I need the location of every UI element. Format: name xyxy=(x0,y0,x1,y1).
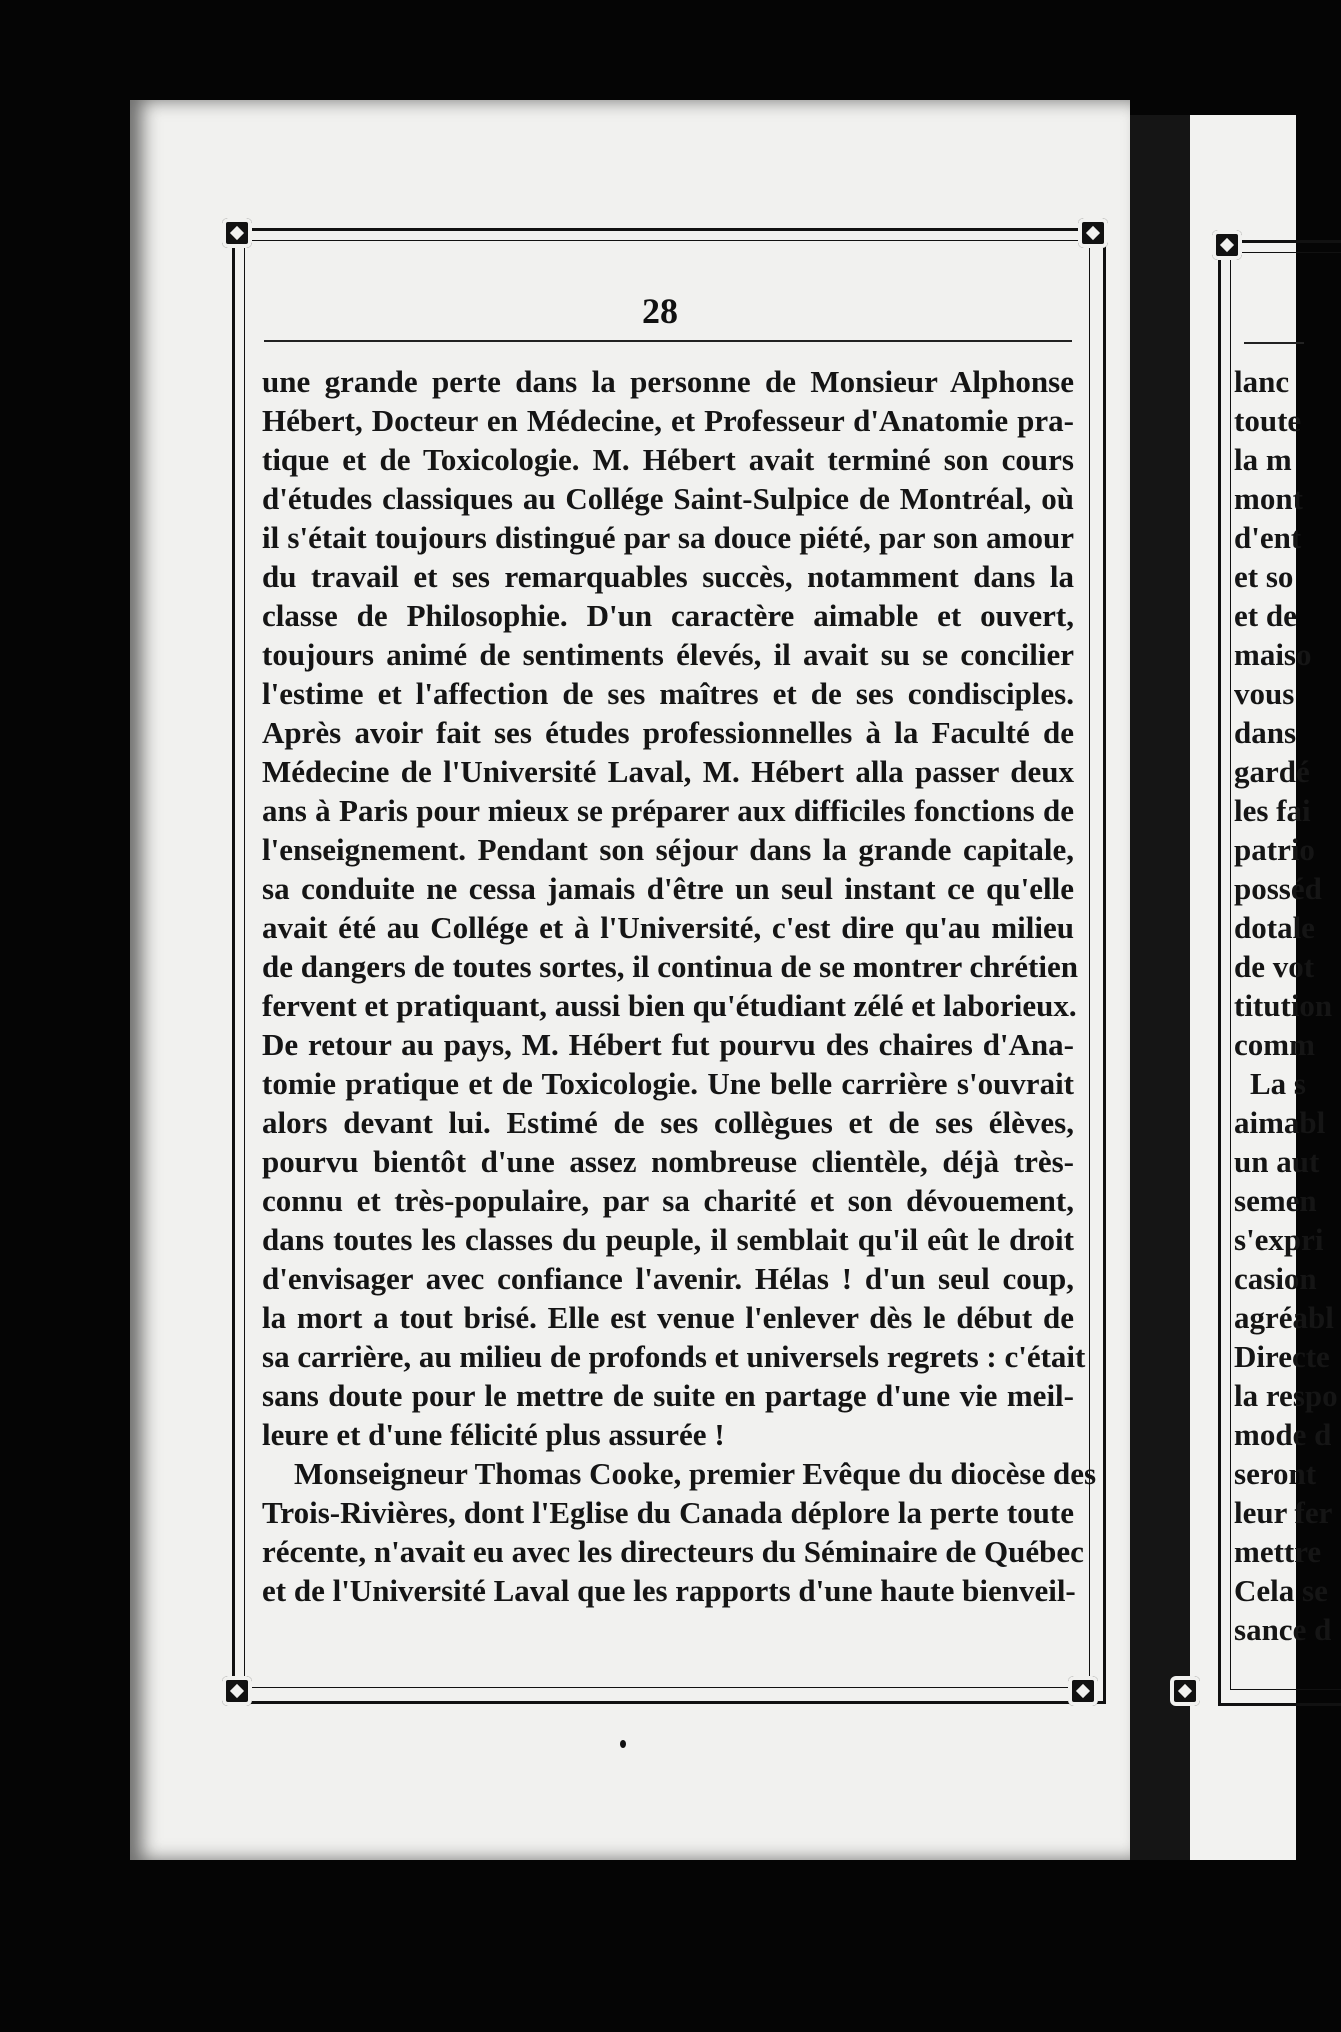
text-line: du travail et ses remarquables succès, notamment dans la xyxy=(262,559,1074,594)
text-line: Médecine de l'Université Laval, M. Hébert alla passer deux xyxy=(262,754,1074,789)
text-line: alors devant lui. Estimé de ses collègues et de ses élèves, xyxy=(262,1105,1074,1140)
facing-text-line: vous xyxy=(1234,676,1295,711)
text-line: leure et d'une félicité plus assurée ! xyxy=(262,1417,725,1452)
text-line: une grande perte dans la personne de Monsieur Alphonse xyxy=(262,364,1074,399)
page-number: 28 xyxy=(642,291,678,331)
facing-text-line: mettre xyxy=(1234,1534,1322,1569)
corner-ornament-icon xyxy=(1170,1676,1200,1706)
facing-text-line: et so xyxy=(1234,559,1294,594)
text-line: dans toutes les classes du peuple, il semblait qu'il eût le droit xyxy=(262,1222,1074,1257)
facing-text-line: patrio xyxy=(1234,832,1315,867)
text-line: fervent et pratiquant, aussi bien qu'étudiant zélé et laborieux. xyxy=(262,988,1077,1023)
facing-text-line: agréabl xyxy=(1234,1300,1334,1335)
text-line: Après avoir fait ses études professionnelles à la Faculté de xyxy=(262,715,1074,750)
facing-text-line: seront xyxy=(1234,1456,1317,1491)
text-line: tique et de Toxicologie. M. Hébert avait terminé son cours xyxy=(262,442,1074,477)
facing-page-text xyxy=(1234,362,1338,1649)
facing-header-rule xyxy=(1244,342,1304,344)
facing-text-line: casion xyxy=(1234,1261,1317,1296)
facing-text-line: dans xyxy=(1234,715,1297,750)
facing-text-line: d'ent xyxy=(1234,520,1302,555)
facing-text-line: semen xyxy=(1234,1183,1317,1218)
text-line: sans doute pour le mettre de suite en partage d'une vie meil- xyxy=(262,1378,1074,1413)
corner-ornament-icon xyxy=(222,218,252,248)
corner-ornament-icon xyxy=(1068,1676,1098,1706)
facing-text-line: comm xyxy=(1234,1027,1315,1062)
header-rule xyxy=(264,340,1072,342)
facing-text-line: posséd xyxy=(1234,871,1322,906)
ink-speck xyxy=(620,1740,626,1748)
text-line: et de l'Université Laval que les rapports d'une haute bienveil- xyxy=(262,1573,1076,1608)
facing-text-line: Cela se xyxy=(1234,1573,1328,1608)
body-text xyxy=(262,362,1097,1610)
text-line: Hébert, Docteur en Médecine, et Professeur d'Anatomie pra- xyxy=(262,403,1074,438)
text-line: Monseigneur Thomas Cooke, premier Evêque du diocèse des xyxy=(294,1456,1097,1491)
corner-ornament-icon xyxy=(222,1676,252,1706)
facing-text-line: s'expri xyxy=(1234,1222,1324,1257)
facing-text-line: toute xyxy=(1234,403,1302,438)
text-line: pourvu bientôt d'une assez nombreuse clientèle, déjà très- xyxy=(262,1144,1074,1179)
text-line: récente, n'avait eu avec les directeurs du Séminaire de Québec xyxy=(262,1534,1084,1569)
text-line: de dangers de toutes sortes, il continua de se montrer chrétien xyxy=(262,949,1078,984)
text-line: connu et très-populaire, par sa charité et son dévouement, xyxy=(262,1183,1074,1218)
facing-text-line: La s xyxy=(1250,1066,1306,1101)
text-line: d'études classiques au Collége Saint-Sulpice de Montréal, où xyxy=(262,481,1074,516)
facing-text-line: lanc xyxy=(1234,364,1290,399)
facing-text-line: dotale xyxy=(1234,910,1315,945)
text-line: ans à Paris pour mieux se préparer aux difficiles fonctions de xyxy=(262,793,1074,828)
facing-text-line: un aut xyxy=(1234,1144,1320,1179)
corner-ornament-icon xyxy=(1078,218,1108,248)
text-line: classe de Philosophie. D'un caractère aimable et ouvert, xyxy=(262,598,1074,633)
facing-text-line: les fai xyxy=(1234,793,1311,828)
facing-text-line: aimabl xyxy=(1234,1105,1326,1140)
text-line: sa carrière, au milieu de profonds et universels regrets : c'était xyxy=(262,1339,1086,1374)
facing-text-line: gardé xyxy=(1234,754,1310,789)
facing-text-line: et de xyxy=(1234,598,1297,633)
text-line: la mort a tout brisé. Elle est venue l'enlever dès le début de xyxy=(262,1300,1074,1335)
facing-text-line: sance d xyxy=(1234,1612,1332,1647)
facing-text-line: la respo xyxy=(1234,1378,1338,1413)
text-line: De retour au pays, M. Hébert fut pourvu des chaires d'Ana- xyxy=(262,1027,1074,1062)
facing-text-line: mont xyxy=(1234,481,1303,516)
facing-text-line: la m xyxy=(1234,442,1292,477)
facing-text-line: leur fer xyxy=(1234,1495,1333,1530)
facing-text-line: mode d xyxy=(1234,1417,1332,1452)
text-line: avait été au Collége et à l'Université, c'est dire qu'au milieu xyxy=(262,910,1074,945)
text-line: Trois-Rivières, dont l'Eglise du Canada déplore la perte toute xyxy=(262,1495,1074,1530)
text-line: il s'était toujours distingué par sa douce piété, par son amour xyxy=(262,520,1074,555)
text-line: toujours animé de sentiments élevés, il avait su se concilier xyxy=(262,637,1074,672)
text-line: tomie pratique et de Toxicologie. Une belle carrière s'ouvrait xyxy=(262,1066,1074,1101)
text-line: l'estime et l'affection de ses maîtres et de ses condisciples. xyxy=(262,676,1074,711)
text-line: sa conduite ne cessa jamais d'être un seul instant ce qu'elle xyxy=(262,871,1074,906)
text-line: d'envisager avec confiance l'avenir. Hélas ! d'un seul coup, xyxy=(262,1261,1074,1296)
corner-ornament-icon xyxy=(1212,230,1242,260)
facing-text-line: de vot xyxy=(1234,949,1315,984)
facing-text-line: maiso xyxy=(1234,637,1312,672)
text-line: l'enseignement. Pendant son séjour dans la grande capitale, xyxy=(262,832,1074,867)
facing-text-line: Directe xyxy=(1234,1339,1330,1374)
page-gutter xyxy=(1130,115,1190,1860)
facing-text-line: titution xyxy=(1234,988,1333,1023)
